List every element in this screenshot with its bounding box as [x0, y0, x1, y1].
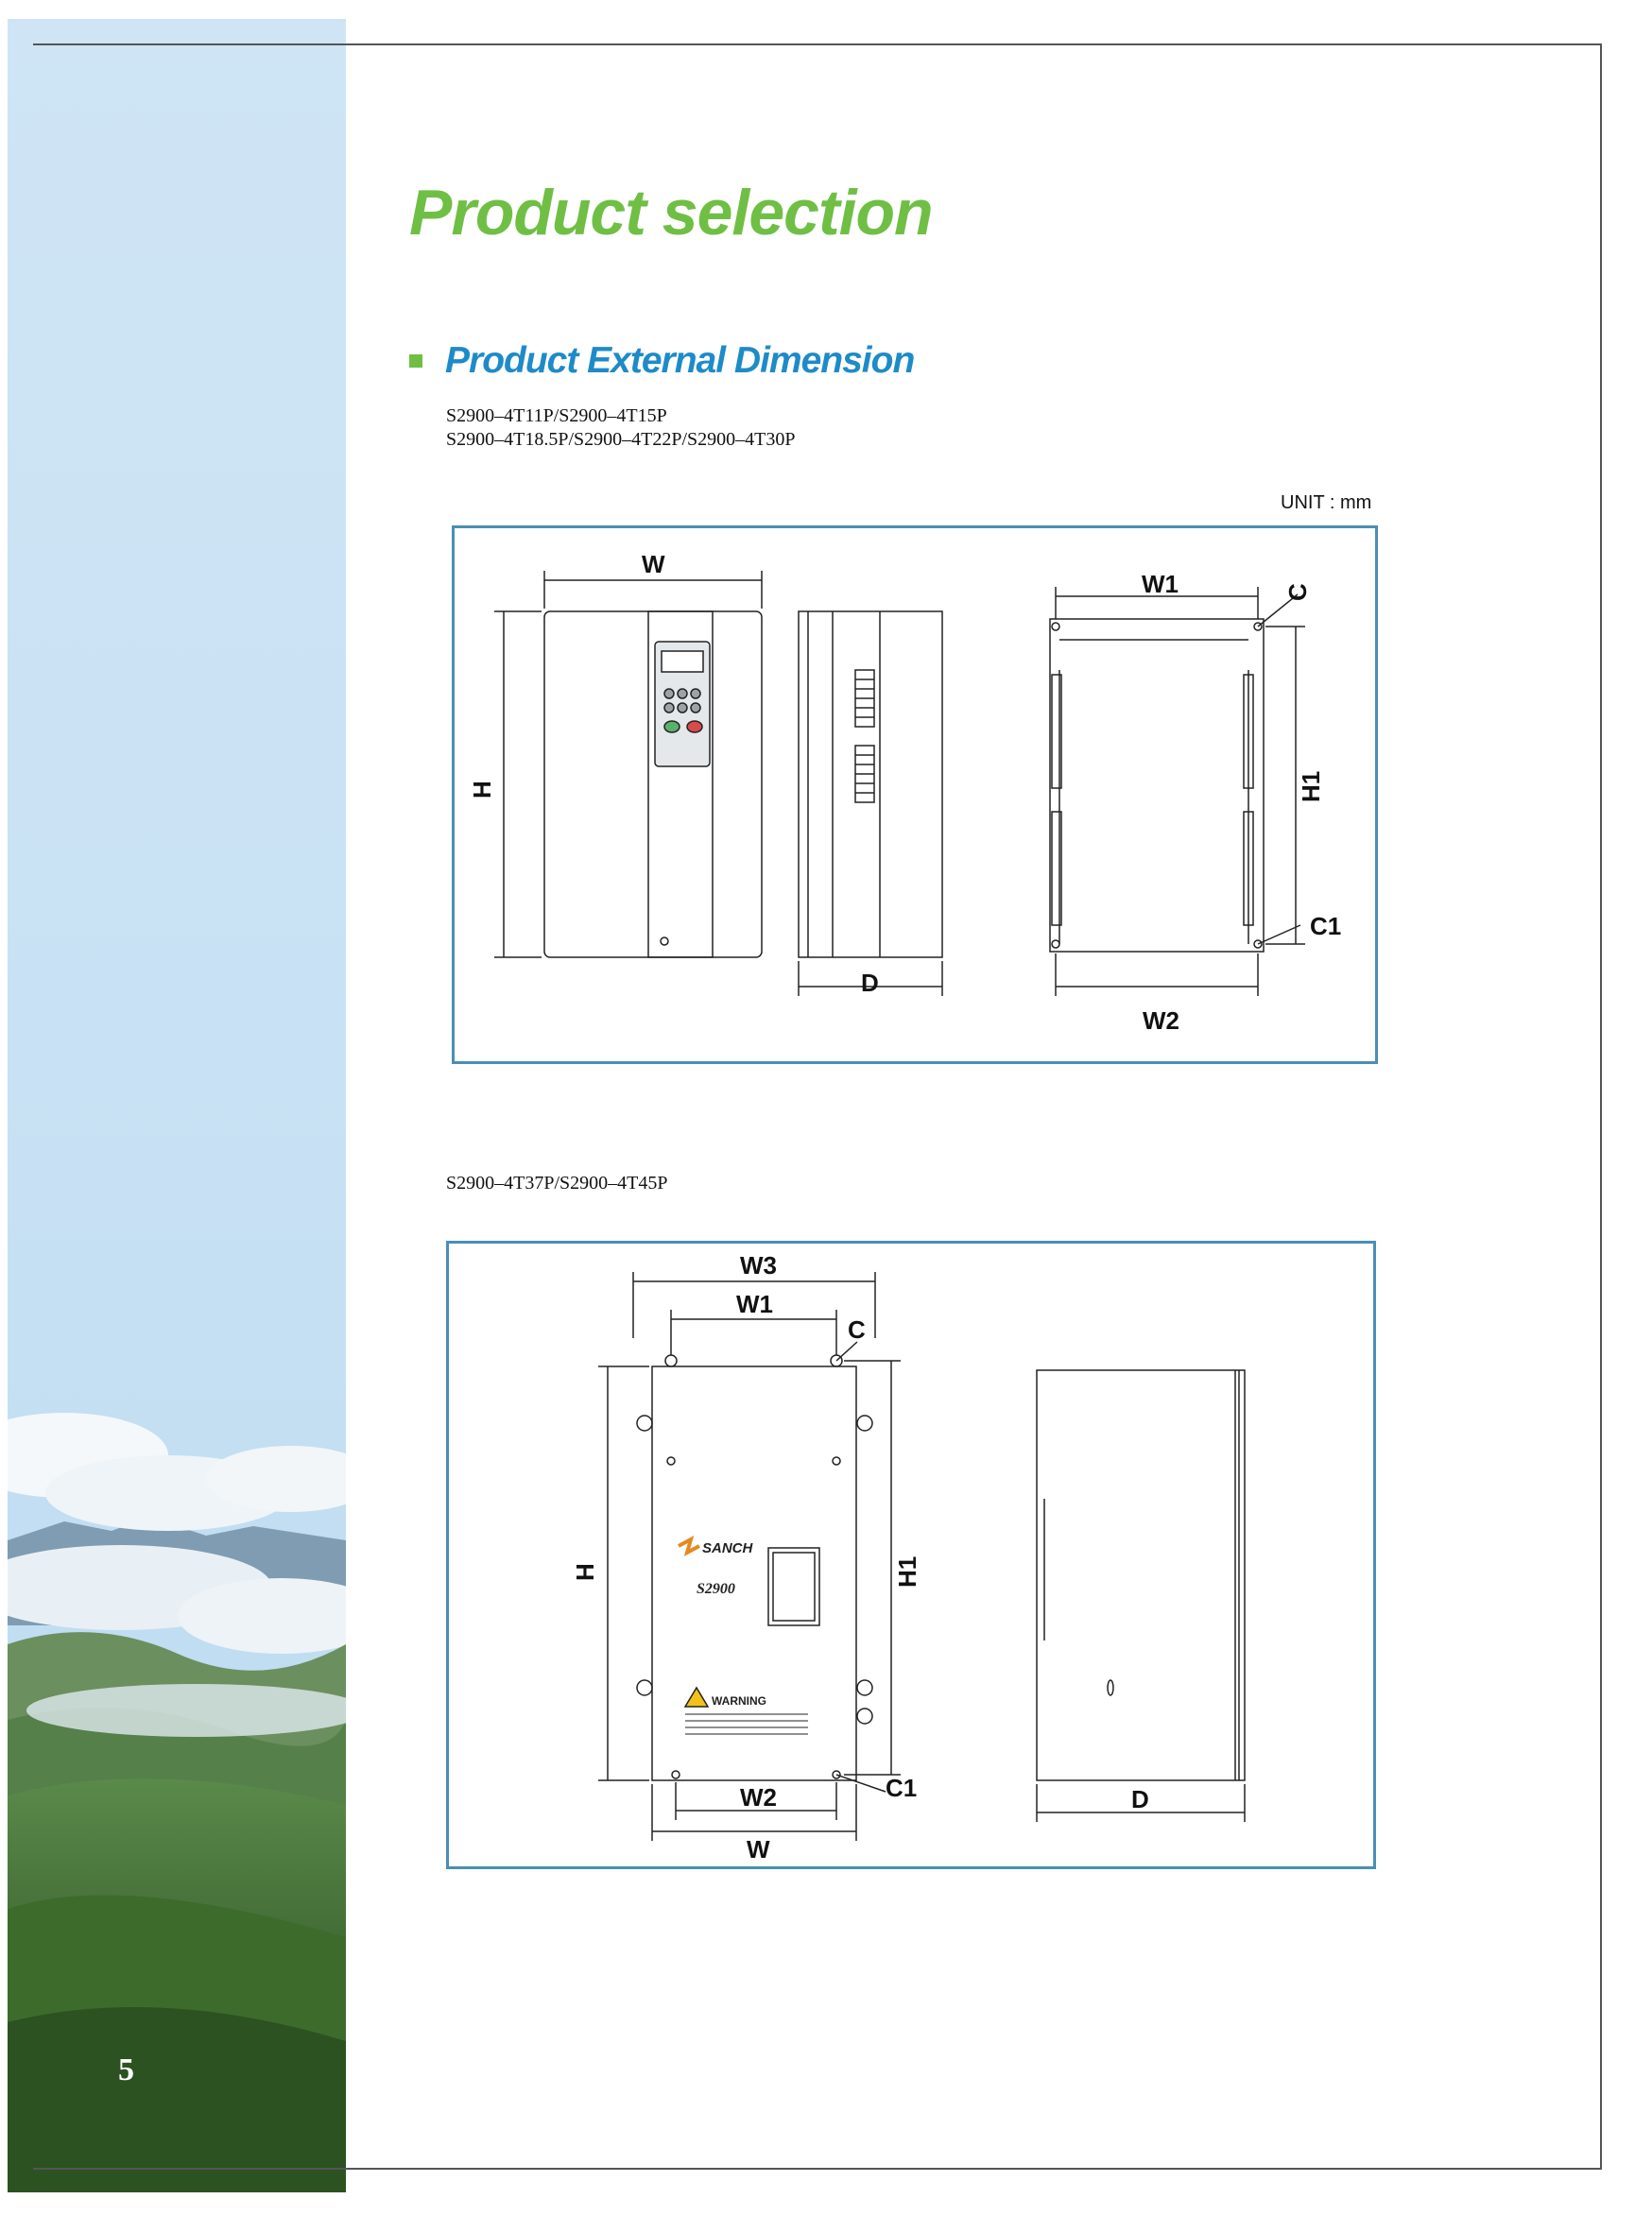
- label-w: W: [642, 550, 665, 578]
- warning-text: WARNING: [712, 1694, 766, 1708]
- label-h: H: [571, 1563, 599, 1581]
- label-c: C: [1283, 583, 1312, 601]
- page-number: 5: [118, 2053, 134, 2087]
- label-w1: W1: [736, 1290, 773, 1318]
- label-h1: H1: [1297, 770, 1325, 802]
- square-bullet-icon: [409, 354, 422, 368]
- side-view-body: [799, 611, 942, 957]
- brand-text: SANCH: [702, 1540, 753, 1556]
- label-d: D: [1131, 1785, 1149, 1813]
- dimension-diagram-a: [452, 525, 1378, 1064]
- label-c: C: [848, 1315, 866, 1344]
- label-h: H: [468, 781, 496, 799]
- display-window: [768, 1548, 819, 1625]
- label-c1: C1: [886, 1774, 918, 1802]
- label-w3: W3: [740, 1251, 777, 1280]
- models-line-a1: S2900–4T11P/S2900–4T15P: [446, 405, 667, 426]
- warning-icon: [685, 1688, 708, 1707]
- back-view-body: [1050, 619, 1264, 952]
- label-h1: H1: [893, 1555, 921, 1588]
- side-view-body: [1037, 1370, 1245, 1780]
- models-line-b1: S2900–4T37P/S2900–4T45P: [446, 1173, 668, 1194]
- front-view-body: [652, 1366, 856, 1780]
- brand-logo-icon: [679, 1539, 699, 1553]
- label-d: D: [861, 969, 879, 997]
- label-w2: W2: [1143, 1006, 1179, 1035]
- unit-label: UNIT : mm: [1281, 492, 1372, 513]
- label-c1: C1: [1310, 912, 1342, 940]
- label-w: W: [747, 1835, 770, 1864]
- model-name-text: S2900: [697, 1581, 735, 1597]
- dimension-diagram-b: [446, 1241, 1376, 1869]
- front-view-body: [544, 611, 762, 957]
- label-w1: W1: [1142, 570, 1179, 598]
- page-title: Product selection: [409, 177, 933, 249]
- section-heading: [409, 340, 914, 382]
- label-w2: W2: [740, 1783, 777, 1812]
- models-line-a2: S2900–4T18.5P/S2900–4T22P/S2900–4T30P: [446, 429, 796, 450]
- section-title: Product External Dimension: [445, 340, 915, 381]
